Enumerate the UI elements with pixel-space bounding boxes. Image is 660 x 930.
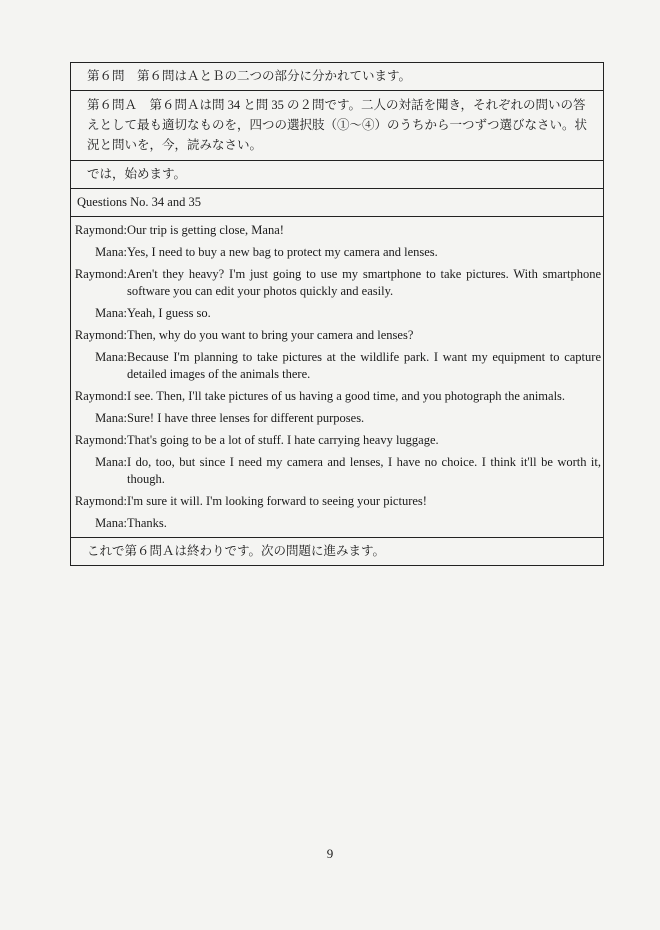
speaker-label: Raymond: — [74, 389, 127, 403]
utterance-text: Yes, I need to buy a new bag to protect my camera and lenses. — [127, 245, 438, 259]
dialogue-line — [71, 349, 601, 383]
dialogue-line — [71, 515, 601, 532]
dialogue-line — [71, 327, 601, 344]
utterance-text: Yeah, I guess so. — [127, 306, 211, 320]
start-cue: では，始めます。 — [71, 161, 603, 189]
speaker-label: Mana: — [95, 455, 127, 469]
section-header: 第６問 第６問はＡとＢの二つの部分に分かれています。 — [71, 63, 603, 91]
speaker-label: Mana: — [95, 350, 127, 364]
utterance-text: Our trip is getting close, Mana! — [127, 223, 284, 237]
dialogue-line — [71, 410, 601, 427]
section-instruction: 第６問Ａ 第６問Ａは問 34 と問 35 の２問です。二人の対話を聞き，それぞれの問いの答えとして最も適切なものを，四つの選択肢（①～④）のうちから一つずつ選びなさい。状況と問いを，今，読みなさい。 — [71, 91, 603, 161]
speaker-label: Raymond: — [74, 223, 127, 237]
utterance-text: I do, too, but since I need my camera and lenses, I have no choice. I think it'll be worth it, though. — [127, 455, 601, 486]
dialogue-line — [71, 432, 601, 449]
page-number: 9 — [326, 846, 334, 861]
dialogue-line — [71, 305, 601, 322]
utterance-text: I see. Then, I'll take pictures of us having a good time, and you photograph the animals. — [127, 389, 566, 403]
questions-label: Questions No. 34 and 35 — [71, 189, 603, 217]
speaker-label: Raymond: — [74, 328, 127, 342]
speaker-label: Mana: — [95, 516, 127, 530]
utterance-text: Sure! I have three lenses for different purposes. — [127, 411, 365, 425]
script-frame — [70, 62, 604, 566]
dialogue-line — [71, 244, 601, 261]
dialogue — [71, 217, 603, 538]
dialogue-line — [71, 493, 601, 510]
utterance-text: I'm sure it will. I'm looking forward to seeing your pictures! — [127, 494, 427, 508]
speaker-label: Raymond: — [74, 494, 127, 508]
dialogue-line — [71, 454, 601, 488]
speaker-label: Mana: — [95, 306, 127, 320]
dialogue-line — [71, 222, 601, 239]
speaker-label: Mana: — [95, 411, 127, 425]
speaker-label: Raymond: — [74, 267, 127, 281]
utterance-text: Thanks. — [127, 516, 167, 530]
utterance-text: Because I'm planning to take pictures at the wildlife park. I want my equipment to capture detailed images of the animals there. — [127, 350, 601, 381]
end-cue: これで第６問Ａは終わりです。次の問題に進みます。 — [87, 544, 386, 558]
speaker-label: Raymond: — [74, 433, 127, 447]
speaker-label: Mana: — [95, 245, 127, 259]
utterance-text: Then, why do you want to bring your camera and lenses? — [127, 328, 414, 342]
dialogue-line — [71, 266, 601, 300]
utterance-text: Aren't they heavy? I'm just going to use my smartphone to take pictures. With smartphone software you can edit your photos quickly and easily. — [127, 267, 601, 298]
dialogue-line — [71, 388, 601, 405]
utterance-text: That's going to be a lot of stuff. I hate carrying heavy luggage. — [127, 433, 439, 447]
